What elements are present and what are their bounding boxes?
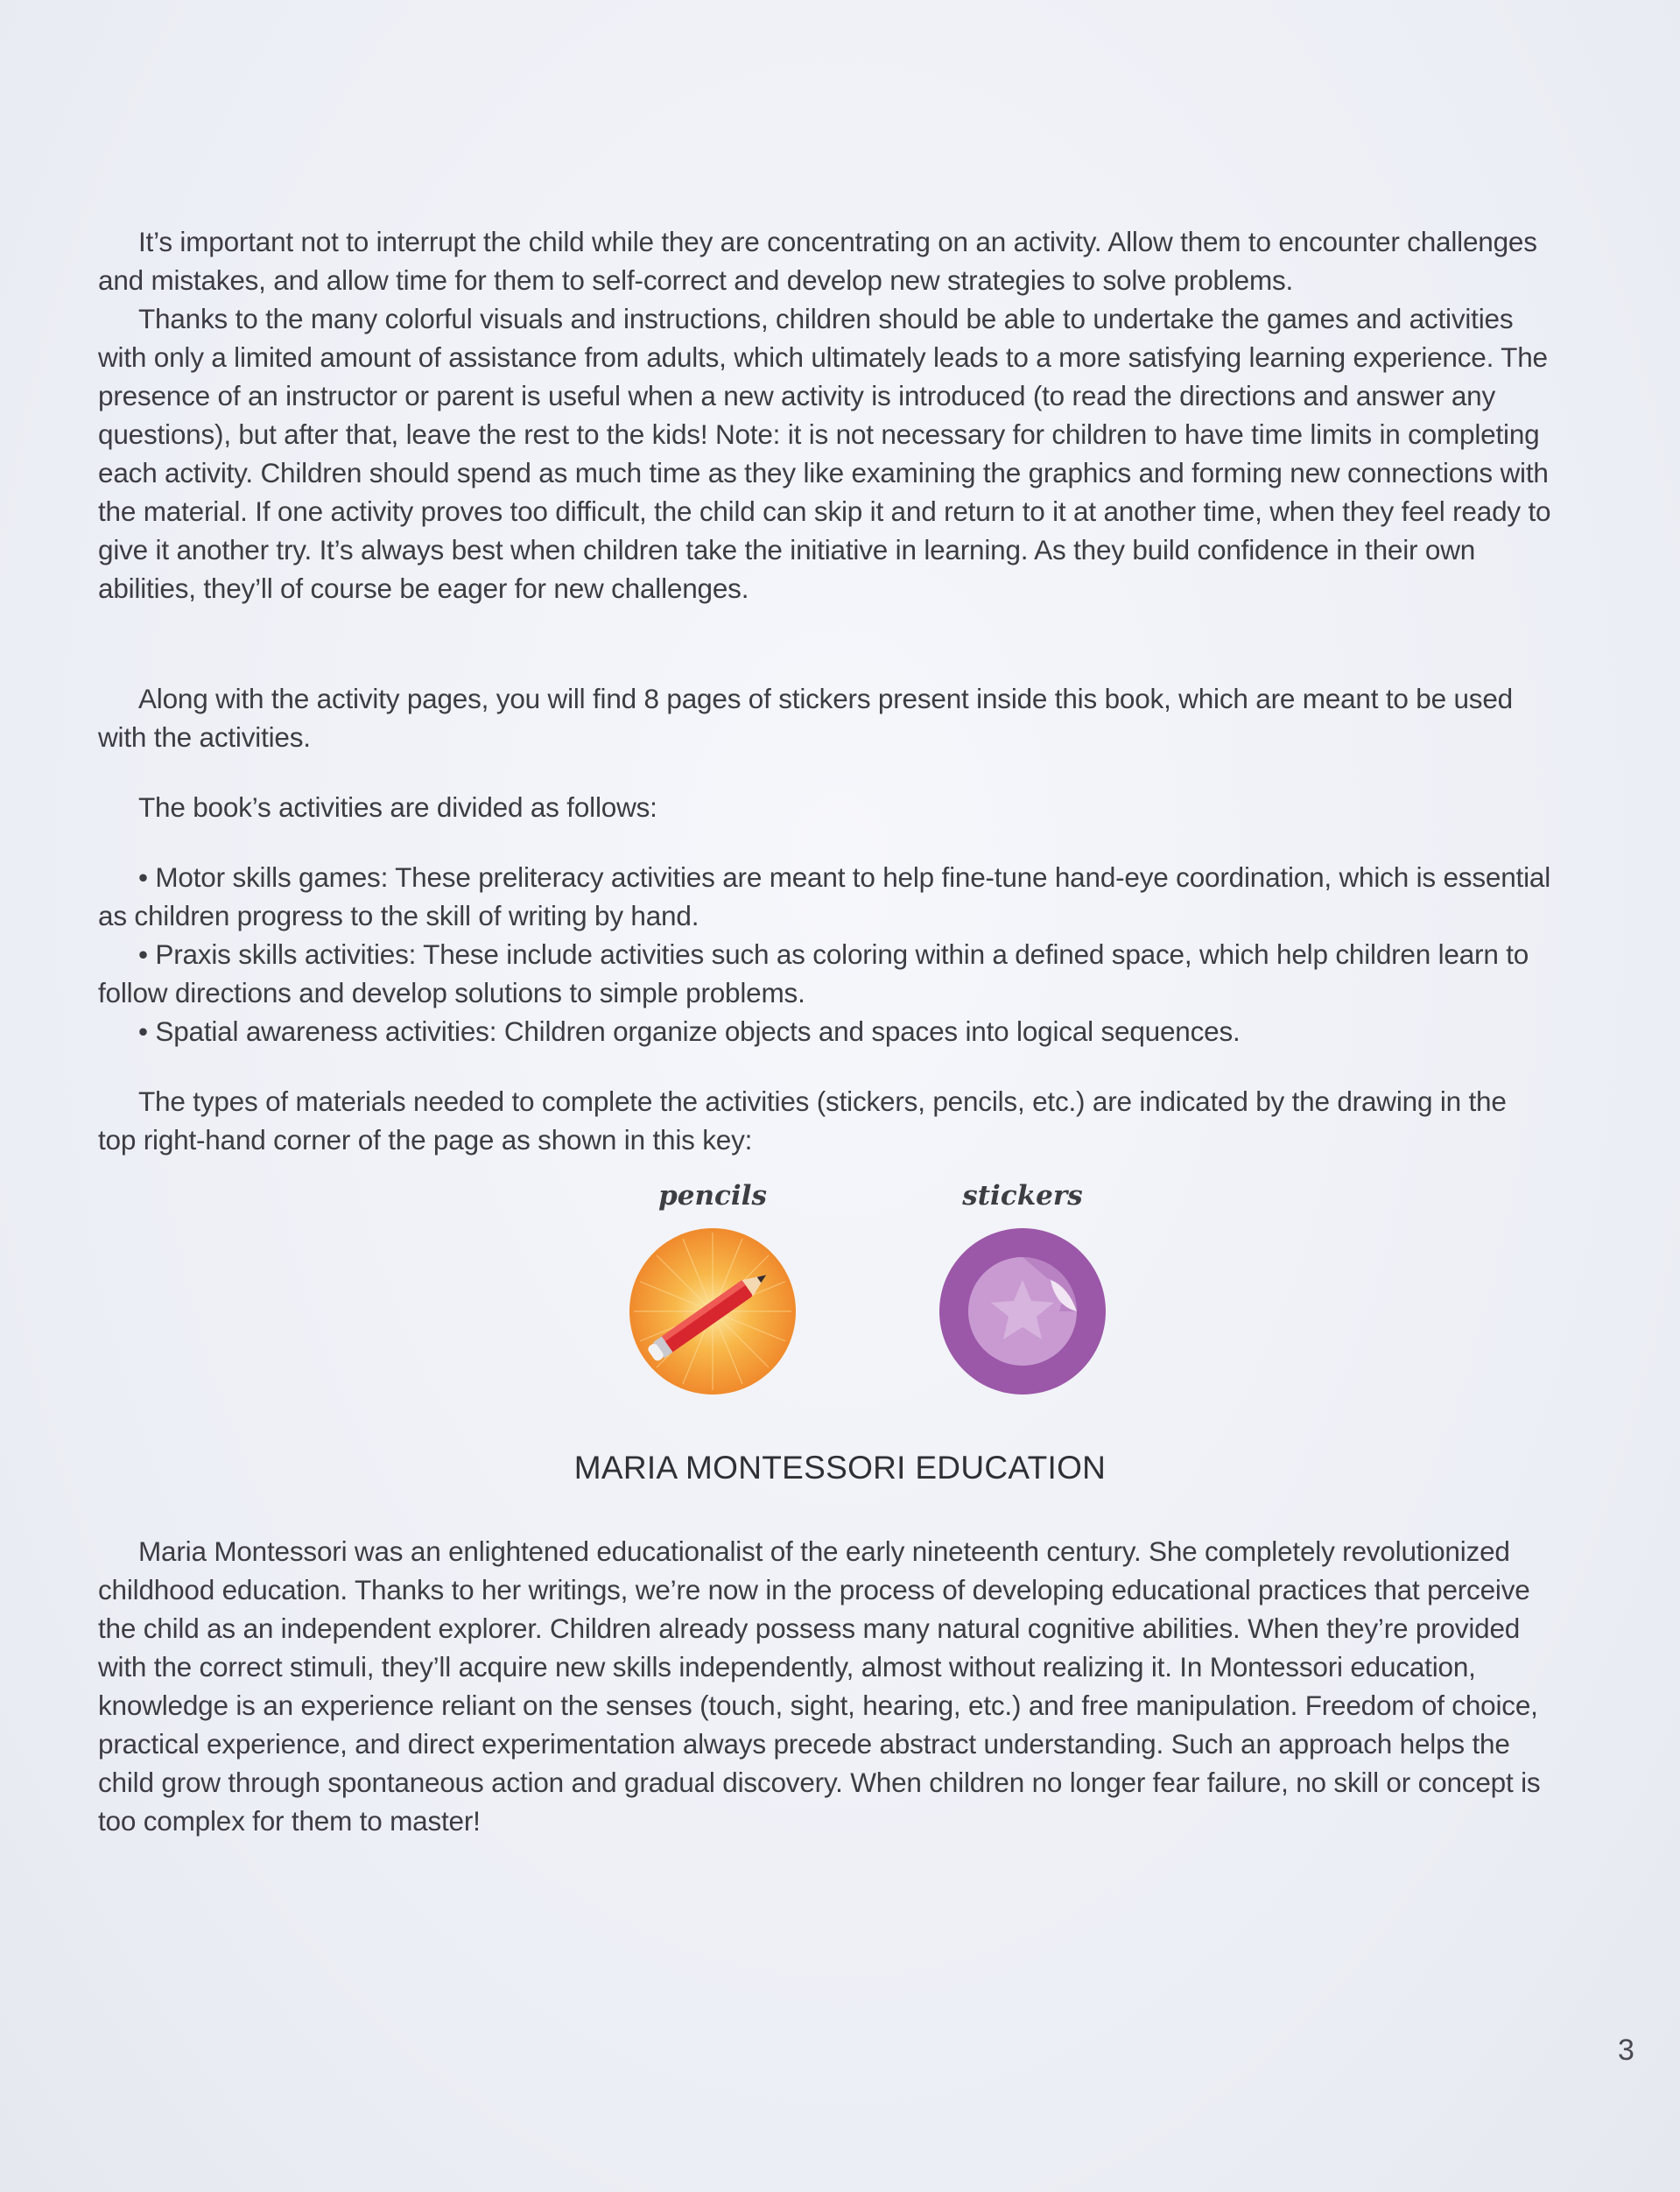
intro-paragraph-2: Thanks to the many colorful visuals and instructions, children should be able to undertake the games and activities with only a limited amount of assistance from adults, which ultimately leads to a more satisfying learning experience. The presence of an instructor or parent is useful when a new activity is introduced (to read the directions and answer any questions), but after that, leave the rest to the kids! Note: it is not necessary for children to have time limits in completing each activity. Children should spend as much time as they like examining the graphics and forming new connections with the material. If one activity proves too difficult, the child can skip it and return to it at another time, when they feel ready to give it another try. It’s always best when children take the initiative in learning. As they build confidence in their own abilities, they’ll of course be eager for new challenges. [98,303,1551,604]
key-item-stickers [926,1180,1119,1397]
montessori-section [98,1532,1551,1840]
key-item-pencils [616,1180,809,1397]
stickers-note-paragraph: Along with the activity pages, you will find 8 pages of stickers present inside this book, which are meant to be used with the activities. [98,683,1513,753]
list-item: • Motor skills games: These preliteracy activities are meant to help fine-tune hand-eye coordination, which is essential as children progress to the skill of writing by hand. [98,861,1551,931]
stickers-label: stickers [962,1180,1083,1212]
materials-key [0,1180,1680,1408]
divided-intro-paragraph: The book’s activities are divided as follows: [138,791,657,823]
pencil-icon [627,1226,798,1397]
materials-note-section [98,1082,1551,1159]
stickers-note-section [98,679,1551,756]
pencils-label: pencils [658,1180,767,1212]
activity-types-list [98,858,1551,1050]
sticker-icon [937,1226,1108,1397]
section-title: MARIA MONTESSORI EDUCATION [573,1450,1107,1486]
list-item: • Spatial awareness activities: Children organize objects and spaces into logical sequences. [138,1015,1241,1047]
divided-intro-section [98,788,1551,826]
materials-note-paragraph: The types of materials needed to complete the activities (stickers, pencils, etc.) are indicated by the drawing in the top right-hand corner of the page as shown in this key: [98,1085,1507,1156]
intro-section [98,222,1551,608]
list-item: • Praxis skills activities: These include activities such as coloring within a defined space, which help children learn to follow directions and develop solutions to simple problems. [98,938,1529,1008]
page-number: 3 [1618,2034,1634,2067]
intro-paragraph-1: It’s important not to interrupt the child while they are concentrating on an activity. Allow them to encounter challenges and mistakes, and allow time for them to self-correct and develop new strategies to solve problems. [98,226,1537,296]
montessori-paragraph: Maria Montessori was an enlightened educationalist of the early nineteenth century. She completely revolutionized childhood education. Thanks to her writings, we’re now in the process of developing educational practices that perceive the child as an independent explorer. Children already possess many natural cognitive abilities. When they’re provided with the correct stimuli, they’ll acquire new skills independently, almost without realizing it. In Montessori education, knowledge is an experience reliant on the senses (touch, sight, hearing, etc.) and free manipulation. Freedom of choice, practical experience, and direct experimentation always precede abstract understanding. Such an approach helps the child grow through spontaneous action and gradual discovery. When children no longer fear failure, no skill or concept is too complex for them to master! [98,1535,1541,1837]
